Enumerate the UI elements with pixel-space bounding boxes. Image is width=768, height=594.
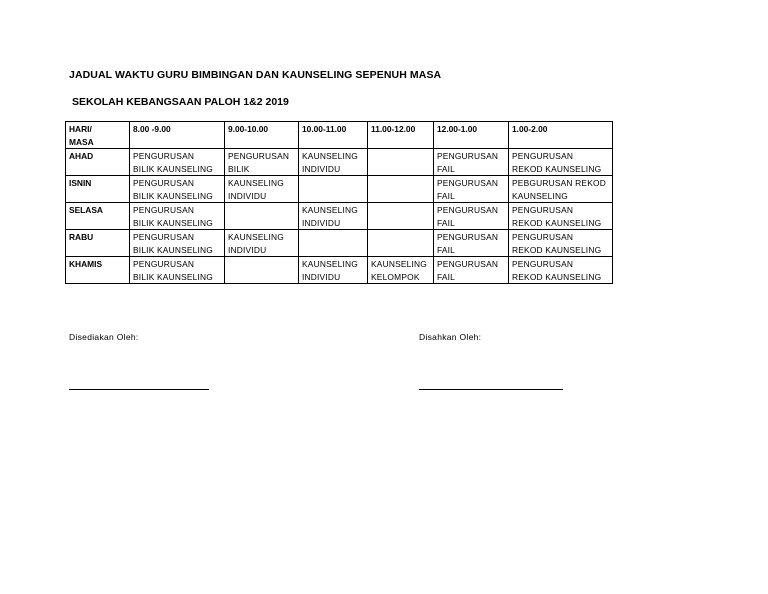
schedule-cell (299, 230, 368, 257)
row-day-label: SELASA (66, 203, 130, 230)
table-row (66, 176, 613, 203)
schedule-cell: PENGURUSAN REKOD KAUNSELING (509, 203, 613, 230)
schedule-cell: KAUNSELING INDIVIDU (225, 176, 299, 203)
schedule-cell: PENGURUSAN BILIK KAUNSELING (130, 203, 225, 230)
table-row (66, 230, 613, 257)
schedule-cell: KAUNSELING INDIVIDU (299, 149, 368, 176)
schedule-cell: KAUNSELING KELOMPOK (368, 257, 434, 284)
schedule-cell: PENGURUSAN REKOD KAUNSELING (509, 257, 613, 284)
schedule-cell: KAUNSELING INDIVIDU (299, 257, 368, 284)
prepared-by-signature-line (69, 389, 209, 390)
table-row (66, 257, 613, 284)
schedule-cell: PENGURUSAN BILIK KAUNSELING (130, 149, 225, 176)
row-day-label: AHAD (66, 149, 130, 176)
schedule-cell: PENGURUSAN BILIK KAUNSELING (130, 176, 225, 203)
schedule-cell: KAUNSELING INDIVIDU (225, 230, 299, 257)
approved-by-signature-line (419, 389, 563, 390)
header-slot-4: 11.00-12.00 (368, 122, 434, 149)
row-day-label: KHAMIS (66, 257, 130, 284)
header-slot-5: 12.00-1.00 (434, 122, 509, 149)
schedule-cell (225, 203, 299, 230)
document-title: JADUAL WAKTU GURU BIMBINGAN DAN KAUNSELING SEPENUH MASA (69, 69, 442, 81)
schedule-cell: PENGURUSAN REKOD KAUNSELING (509, 230, 613, 257)
table-header-row (66, 122, 613, 149)
schedule-cell: PENGURUSAN FAIL (434, 230, 509, 257)
schedule-cell: PENGURUSAN FAIL (434, 176, 509, 203)
prepared-by-label: Disediakan Oleh: (69, 332, 139, 342)
schedule-cell: PENGURUSAN FAIL (434, 257, 509, 284)
schedule-cell (368, 176, 434, 203)
schedule-cell: PENGURUSAN FAIL (434, 149, 509, 176)
header-slot-3: 10.00-11.00 (299, 122, 368, 149)
schedule-cell: PENGURUSAN REKOD KAUNSELING (509, 149, 613, 176)
schedule-cell: KAUNSELING INDIVIDU (299, 203, 368, 230)
header-slot-2: 9.00-10.00 (225, 122, 299, 149)
schedule-cell (225, 257, 299, 284)
row-day-label: ISNIN (66, 176, 130, 203)
row-day-label: RABU (66, 230, 130, 257)
schedule-cell (368, 203, 434, 230)
approved-by-label: Disahkan Oleh: (419, 332, 482, 342)
schedule-table (65, 121, 613, 284)
header-day-time: HARI/ MASA (66, 122, 130, 149)
header-slot-1: 8.00 -9.00 (130, 122, 225, 149)
schedule-cell: PENGURUSAN FAIL (434, 203, 509, 230)
table-row (66, 203, 613, 230)
schedule-cell: PENGURUSAN BILIK KAUNSELING (130, 230, 225, 257)
schedule-cell: PENGURUSAN BILIK (225, 149, 299, 176)
schedule-cell: PEBGURUSAN REKOD KAUNSELING (509, 176, 613, 203)
schedule-cell (299, 176, 368, 203)
schedule-cell (368, 149, 434, 176)
table-row (66, 149, 613, 176)
header-slot-6: 1.00-2.00 (509, 122, 613, 149)
document-subtitle: SEKOLAH KEBANGSAAN PALOH 1&2 2019 (72, 96, 289, 108)
schedule-cell: PENGURUSAN BILIK KAUNSELING (130, 257, 225, 284)
schedule-cell (368, 230, 434, 257)
